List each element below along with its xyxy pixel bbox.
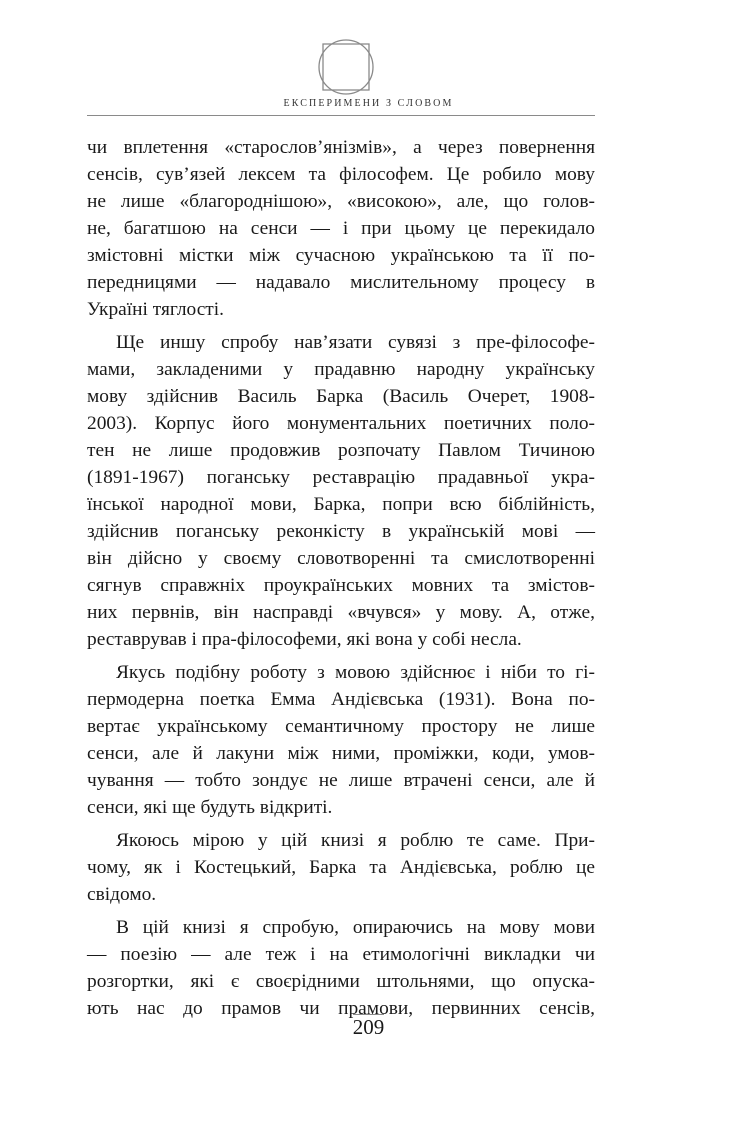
text-line: їнської народної мови, Барка, попри всю біблійність, xyxy=(87,494,595,515)
paragraph xyxy=(87,134,595,323)
text-line: реставрував і пра-філософеми, які вона у собі несла. xyxy=(87,629,522,650)
text-line: мами, закладеними у прадавню народну українську xyxy=(87,359,595,380)
page-number-container xyxy=(0,1015,737,1040)
header-rule xyxy=(87,115,595,116)
text-line: передницями — надавало мислительному процесу в xyxy=(87,272,595,293)
text-line: вертає українському семантичному простору не лише xyxy=(87,716,595,737)
text-line: він дійсно у своєму словотворенні та смислотворенні xyxy=(87,548,595,569)
body-text xyxy=(87,134,595,1022)
text-line: чування — тобто зондує не лише втрачені сенси, але й xyxy=(87,770,595,791)
text-line: сенсів, сув’язей лексем та філософем. Це робило мову xyxy=(87,164,595,185)
text-line: них первнів, він насправді «вчувся» у мову. А, отже, xyxy=(87,602,595,623)
text-line: В цій книзі я спробую, опираючись на мову мови xyxy=(116,917,595,938)
text-line: Україні тяглості. xyxy=(87,299,225,320)
paragraph xyxy=(87,827,595,908)
running-head: ЕКСПЕРИМЕНИ З СЛОВОМ xyxy=(283,98,454,109)
text-line: сягнув справжніх проукраїнських мовних та змістов- xyxy=(87,575,595,596)
text-line: 2003). Корпус його монументальних поетичних поло- xyxy=(87,413,595,434)
text-line: не, багатшою на сенси — і при цьому це перекидало xyxy=(87,218,595,239)
text-line: Ще иншу спробу нав’язати сувязі з пре-філософе- xyxy=(116,332,595,353)
text-line: — поезію — але теж і на етимологічні викладки чи xyxy=(87,944,595,965)
text-line: не лише «благороднішою», «високою», але, що голов- xyxy=(87,191,595,212)
text-line: здійснив поганську реконкісту в українській мові — xyxy=(87,521,595,542)
text-line: чи вплетення «старослов’янізмів», а через повернення xyxy=(87,137,595,158)
emblem-circle-square-icon xyxy=(306,36,386,98)
text-line: розгортки, які є своєрідними штольнями, що опуска- xyxy=(87,971,595,992)
text-line: мову здійснив Василь Барка (Василь Очерет, 1908- xyxy=(87,386,595,407)
text-line: Якусь подібну роботу з мовою здійснює і ніби то гі- xyxy=(116,662,595,683)
text-line: змістовні містки між сучасною українською та її по- xyxy=(87,245,595,266)
text-line: сенси, які ще будуть відкриті. xyxy=(87,797,333,818)
paragraph xyxy=(87,914,595,1022)
text-line: тен не лише продовжив розпочату Павлом Тичиною xyxy=(87,440,595,461)
text-line: (1891-1967) поганську реставрацію прадавньої укра- xyxy=(87,467,595,488)
page-number: 209 xyxy=(352,1015,385,1039)
text-line: чому, як і Костецький, Барка та Андієвська, роблю це xyxy=(87,857,595,878)
text-line: ють нас до прамов чи прамови, первинних сенсів, xyxy=(87,998,595,1019)
text-line: пермодерна поетка Емма Андієвська (1931). Вона по- xyxy=(87,689,595,710)
text-line: сенси, але й лакуни між ними, проміжки, коди, умов- xyxy=(87,743,595,764)
text-line: Якоюсь мірою у цій книзі я роблю те саме. При- xyxy=(116,830,595,851)
text-line: свідомо. xyxy=(87,884,157,905)
paragraph xyxy=(87,329,595,653)
paragraph xyxy=(87,659,595,821)
